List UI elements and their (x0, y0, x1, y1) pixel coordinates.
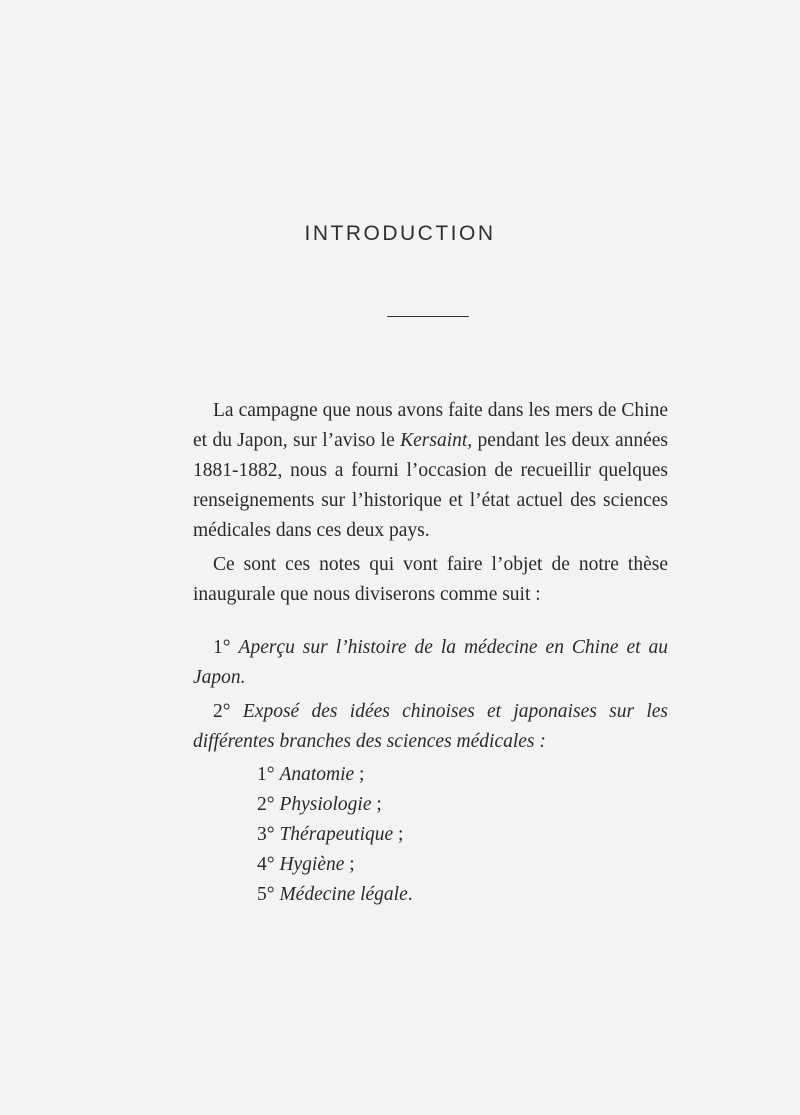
paragraph-text-before: La campagne que nous avons faite dans les mers de Chine et du Japon, sur l’aviso le (193, 400, 668, 451)
outline-text: Aperçu sur l’histoire de la médecine en Chine et au Japon. (193, 637, 668, 688)
sub-item-text: Physiologie (279, 794, 372, 815)
intro-paragraph (193, 396, 668, 546)
sub-item-punct: ; (371, 794, 382, 815)
sub-item-number: 4° (257, 854, 275, 875)
sub-item-punct: ; (393, 824, 404, 845)
sub-item-text: Hygiène (279, 854, 345, 875)
sub-item-punct: ; (344, 854, 355, 875)
sub-item-text: Anatomie (279, 764, 355, 785)
outline-number: 1° (213, 637, 231, 658)
sub-item-punct: ; (354, 764, 365, 785)
sub-item-punct: . (407, 884, 413, 905)
sub-list-item (257, 760, 413, 790)
paragraph-text-after: pendant les deux années 1881-1882, nous a fourni l’occasion de recueillir quelques renseignements sur l’historique et l’état actuel des sciences médicales dans ces deux pays. (193, 430, 668, 541)
page-title: INTRODUCTION (304, 222, 496, 245)
outline-number: 2° (213, 701, 231, 722)
sub-item-number: 5° (257, 884, 275, 905)
outline-item (193, 697, 668, 757)
sub-list-item (257, 790, 413, 820)
sub-item-text: Médecine légale (279, 884, 408, 905)
sub-list (257, 760, 413, 910)
plan-paragraph: Ce sont ces notes qui vont faire l’objet de notre thèse inaugurale que nous diviserons comme suit : (193, 554, 668, 605)
sub-item-number: 1° (257, 764, 275, 785)
title-rule (387, 316, 469, 317)
outline-item (193, 633, 668, 693)
sub-item-number: 2° (257, 794, 275, 815)
outline-text: Exposé des idées chinoises et japonaises sur les différentes branches des sciences médicales : (193, 701, 669, 752)
sub-item-number: 3° (257, 824, 275, 845)
sub-item-text: Thérapeutique (279, 824, 394, 845)
sub-list-item (257, 820, 413, 850)
sub-list-item (257, 850, 413, 880)
sub-list-item (257, 880, 413, 910)
ship-name: Kersaint, (400, 430, 473, 451)
